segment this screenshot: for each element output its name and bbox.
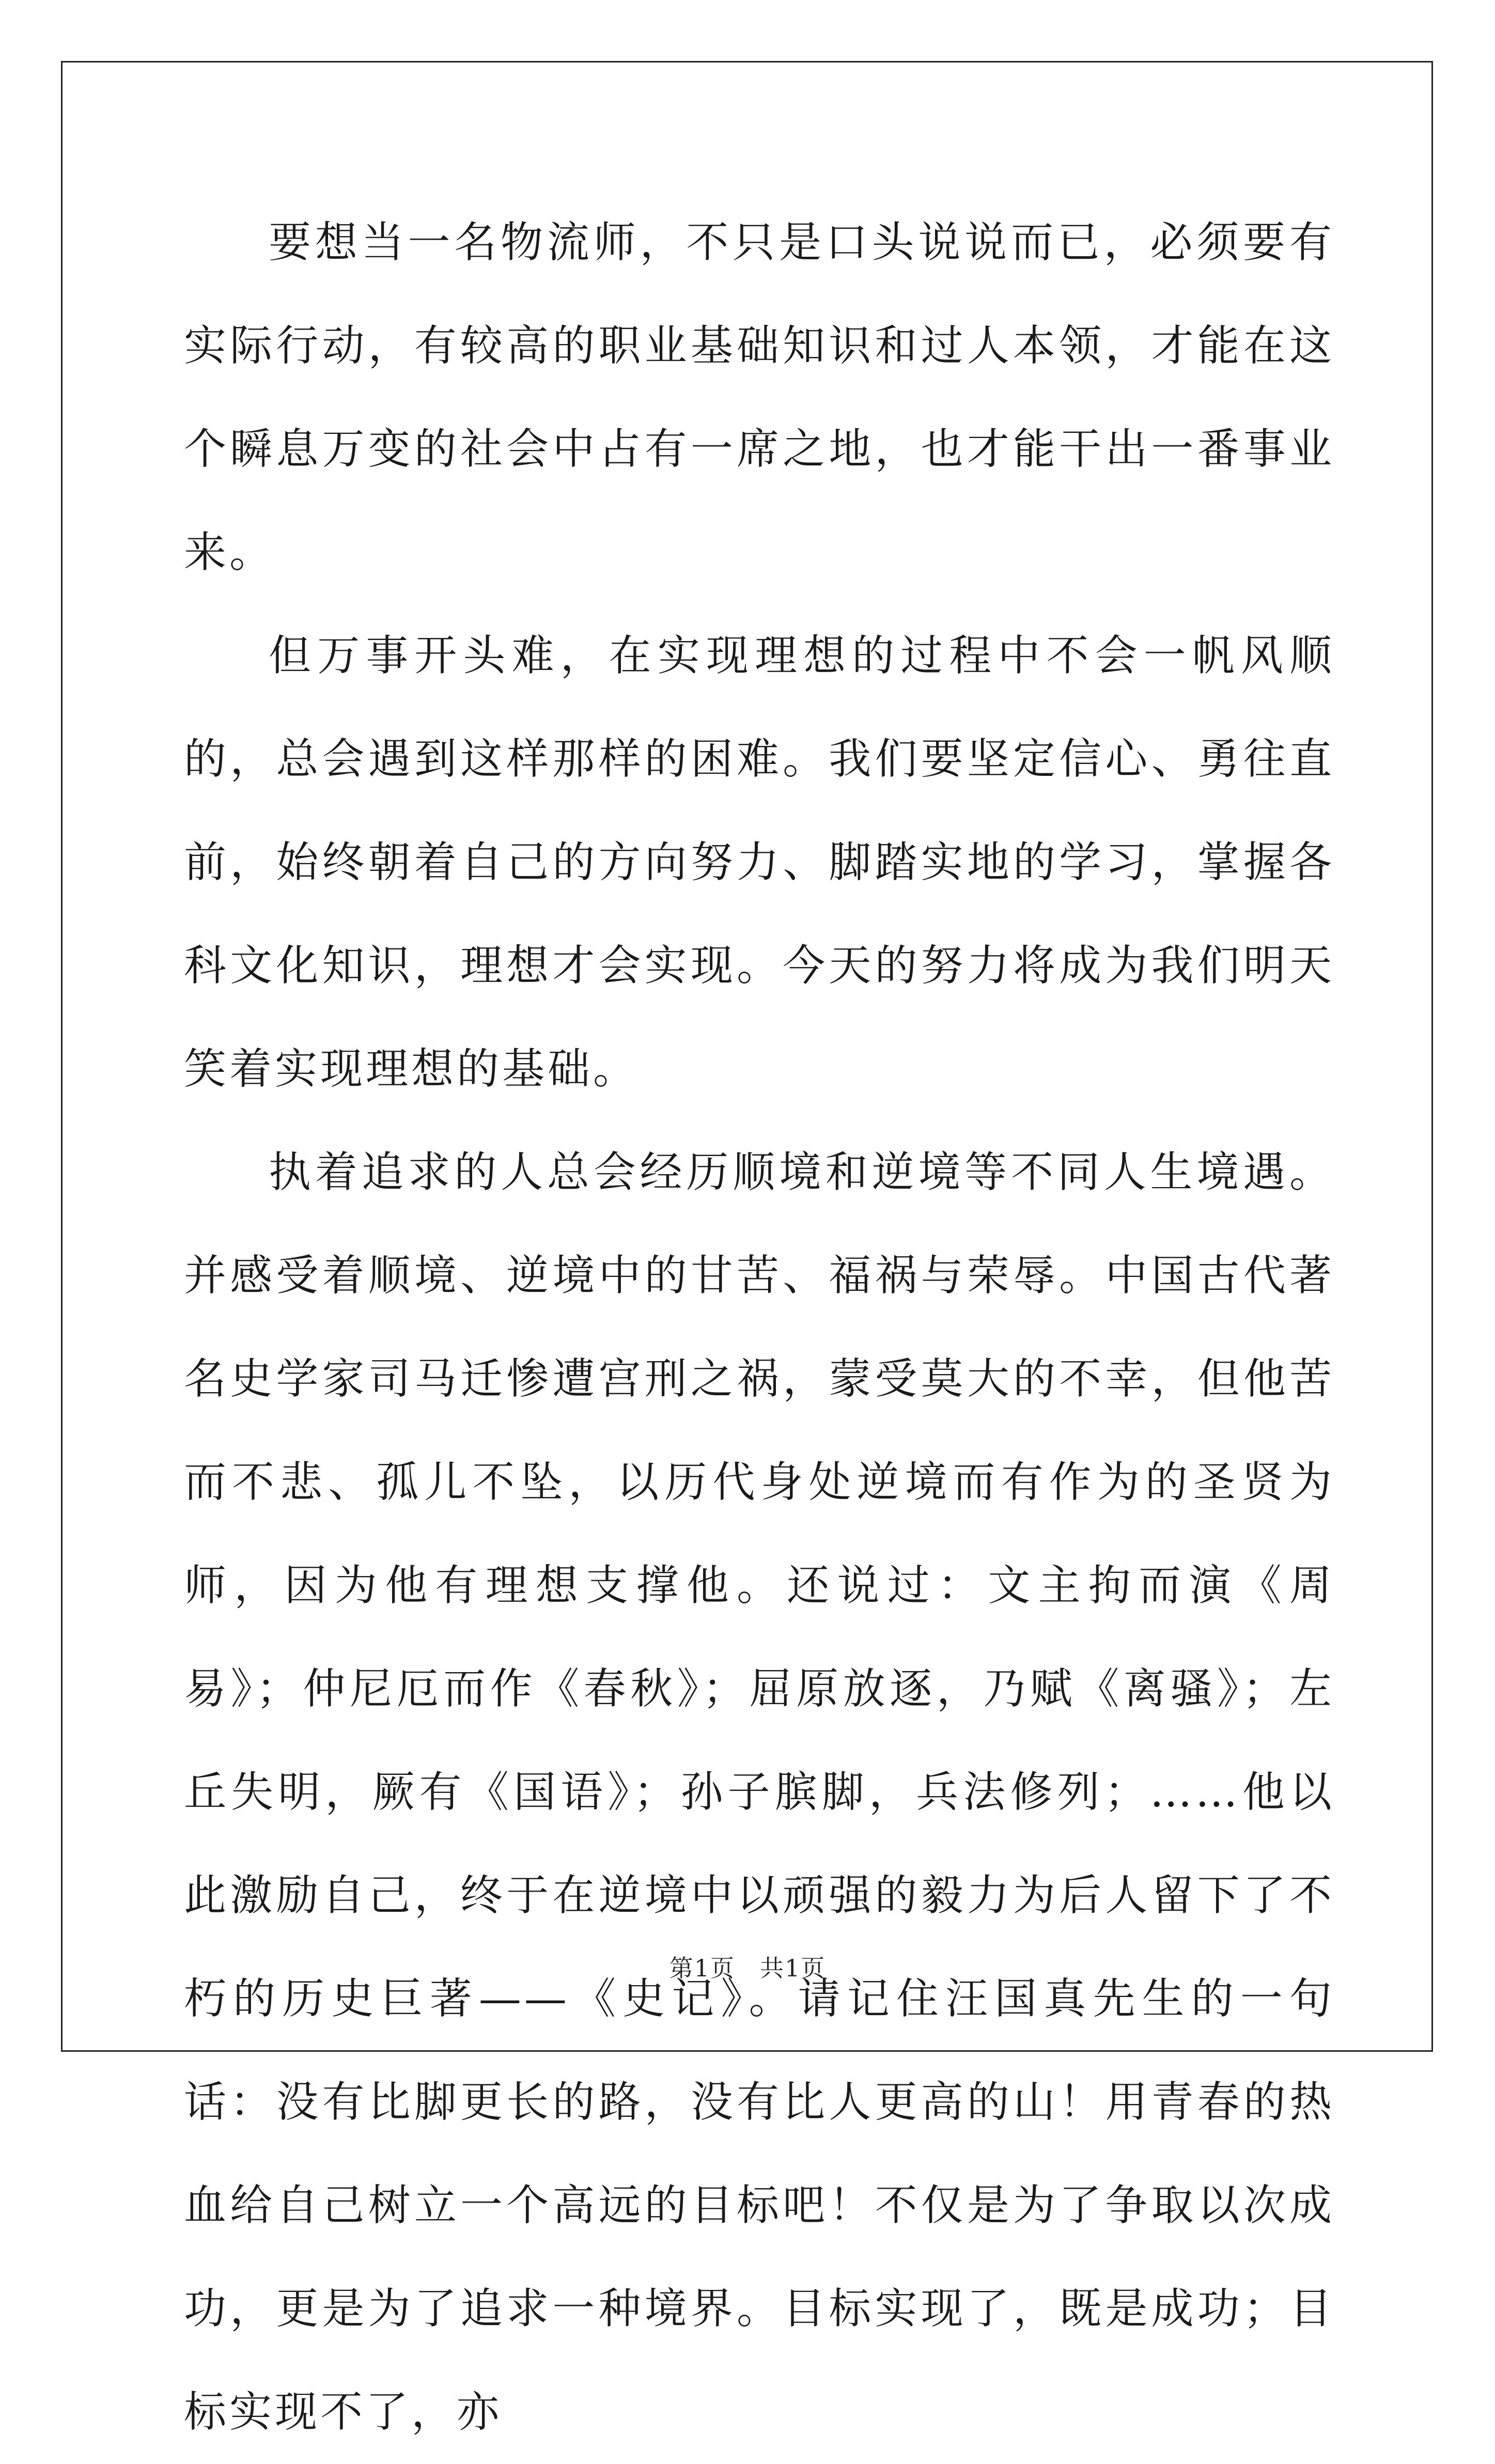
document-body — [184, 191, 1335, 2464]
page-number-footer: 第1页 共1页 — [669, 1954, 826, 1982]
paragraph-1: 要想当一名物流师，不只是口头说说而已，必须要有实际行动，有较高的职业基础知识和过人本领，才能在这个瞬息万变的社会中占有一席之地，也才能干出一番事业来。 — [184, 218, 1335, 577]
paragraph-2: 但万事开头难，在实现理想的过程中不会一帆风顺的，总会遇到这样那样的困难。我们要坚定信心、勇往直前，始终朝着自己的方向努力、脚踏实地的学习，掌握各科文化知识，理想才会实现。今天的努力将成为我们明天笑着实现理想的基础。 — [184, 631, 1335, 1094]
paragraph-3: 执着追求的人总会经历顺境和逆境等不同人生境遇。并感受着顺境、逆境中的甘苦、福祸与荣辱。中国古代著名史学家司马迁惨遭宫刑之祸，蒙受莫大的不幸，但他苦而不悲、孤儿不坠，以历代身处逆境而有作为的圣贤为师，因为他有理想支撑他。还说过：文主拘而演《周易》；仲尼厄而作《春秋》；屈原放逐，乃赋《离骚》；左丘失明，厥有《国语》；孙子膑脚，兵法修列；……他以此激励自己，终于在逆境中以顽强的毅力为后人留下了不朽的历史巨著——《史记》。请记住汪国真先生的一句话：没有比脚更长的路，没有比人更高的山！用青春的热血给自己树立一个高远的目标吧！不仅是为了争取以次成功，更是为了追求一种境界。目标实现了，既是成功；目标实现不了，亦 — [184, 1148, 1335, 2437]
